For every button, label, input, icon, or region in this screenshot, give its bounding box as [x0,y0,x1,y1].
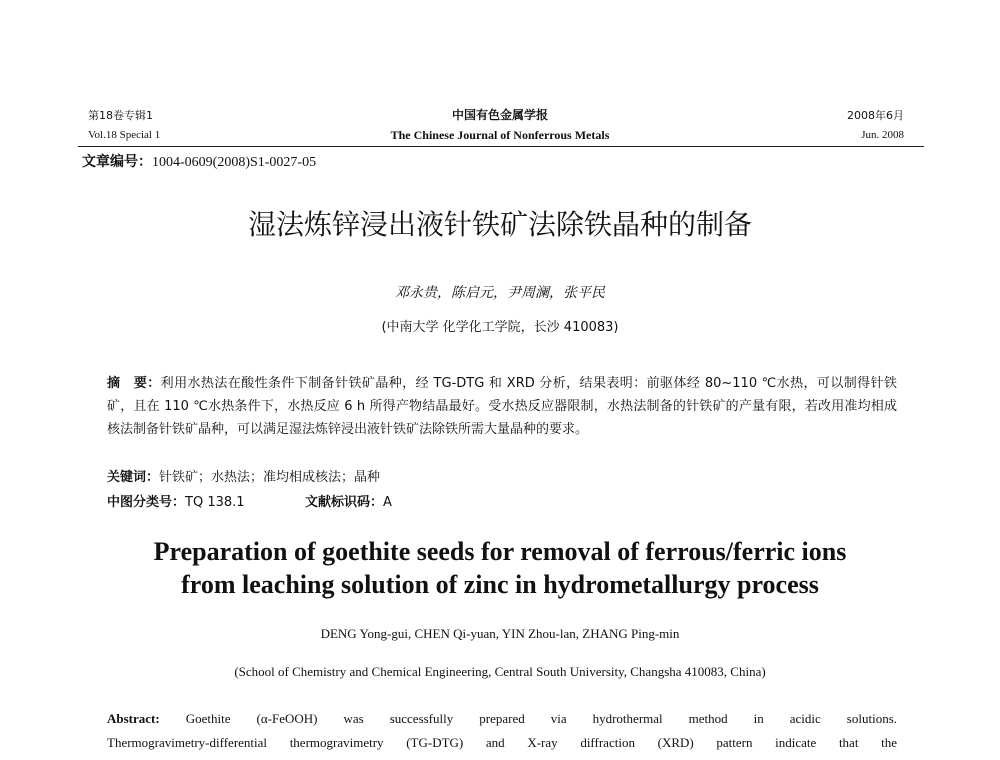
abstract-en-label: Abstract: [107,711,160,726]
abstract-en-line-1 [107,707,897,731]
title-zh: 湿法炼锌浸出液针铁矿法除铁晶种的制备 [247,208,752,241]
article-number-value: 1004-0609(2008)S1-0027-05 [152,155,317,170]
authors-en: DENG Yong-gui, CHEN Qi-yuan, YIN Zhou-lan, ZHANG Ping-min [320,626,680,641]
abstract-zh-text: 利用水热法在酸性条件下制备针铁矿晶种，经 TG-DTG 和 XRD 分析，结果表明：前驱体经 80~110 ℃水热，可以制得针铁矿，且在 110 ℃水热条件下，水热反应 6 h 所得产物结晶最好。受水热反应器限制，水热法制备的针铁矿的产量有限，若改用准均相成核法制备针铁矿晶种，可以满足湿法炼锌浸出液针铁矿法除铁所需大量晶种的要求。 [107,376,897,437]
doc-code-label: 文献标识码： [305,495,384,510]
abstract-zh-label: 摘 要： [107,376,161,391]
volume-en: Vol.18 Special 1 [88,129,161,141]
keywords-label: 关键词： [107,470,160,485]
journal-zh: 中国有色金属学报 [451,108,548,122]
doc-code-value: A [383,495,392,510]
clc-value: TQ 138.1 [185,495,245,510]
clc-label: 中图分类号： [107,495,186,510]
volume-zh: 第18卷专辑1 [88,109,153,122]
abstract-en-text: Goethite (α-FeOOH) was successfully prepared via hydrothermal method in acidic solutions. [185,711,898,726]
classification [107,491,897,514]
abstract-en-line-2: Thermogravimetry-differential thermogravimetry (TG-DTG) and X-ray diffraction (XRD) pattern indicate that the [107,735,897,750]
date-en: Jun. 2008 [861,129,904,141]
abstract-zh [107,372,897,441]
journal-en: The Chinese Journal of Nonferrous Metals [390,128,610,142]
header-rule [78,146,924,147]
affiliation-en: (School of Chemistry and Chemical Engineering, Central South University, Changsha 410083, China) [234,664,766,679]
keywords-zh [107,466,897,489]
article-number [82,151,316,171]
keywords-text: 针铁矿；水热法；准均相成核法；晶种 [159,470,381,485]
date-zh: 2008年6月 [847,109,904,122]
affiliation-zh: (中南大学 化学化工学院，长沙 410083) [381,320,619,335]
title-en-line-2: from leaching solution of zinc in hydrometallurgy process [181,570,819,599]
title-en-line-1: Preparation of goethite seeds for removal of ferrous/ferric ions [153,537,847,566]
article-number-label: 文章编号： [82,154,152,170]
authors-zh: 邓永贵，陈启元，尹周澜，张平民 [395,285,605,301]
